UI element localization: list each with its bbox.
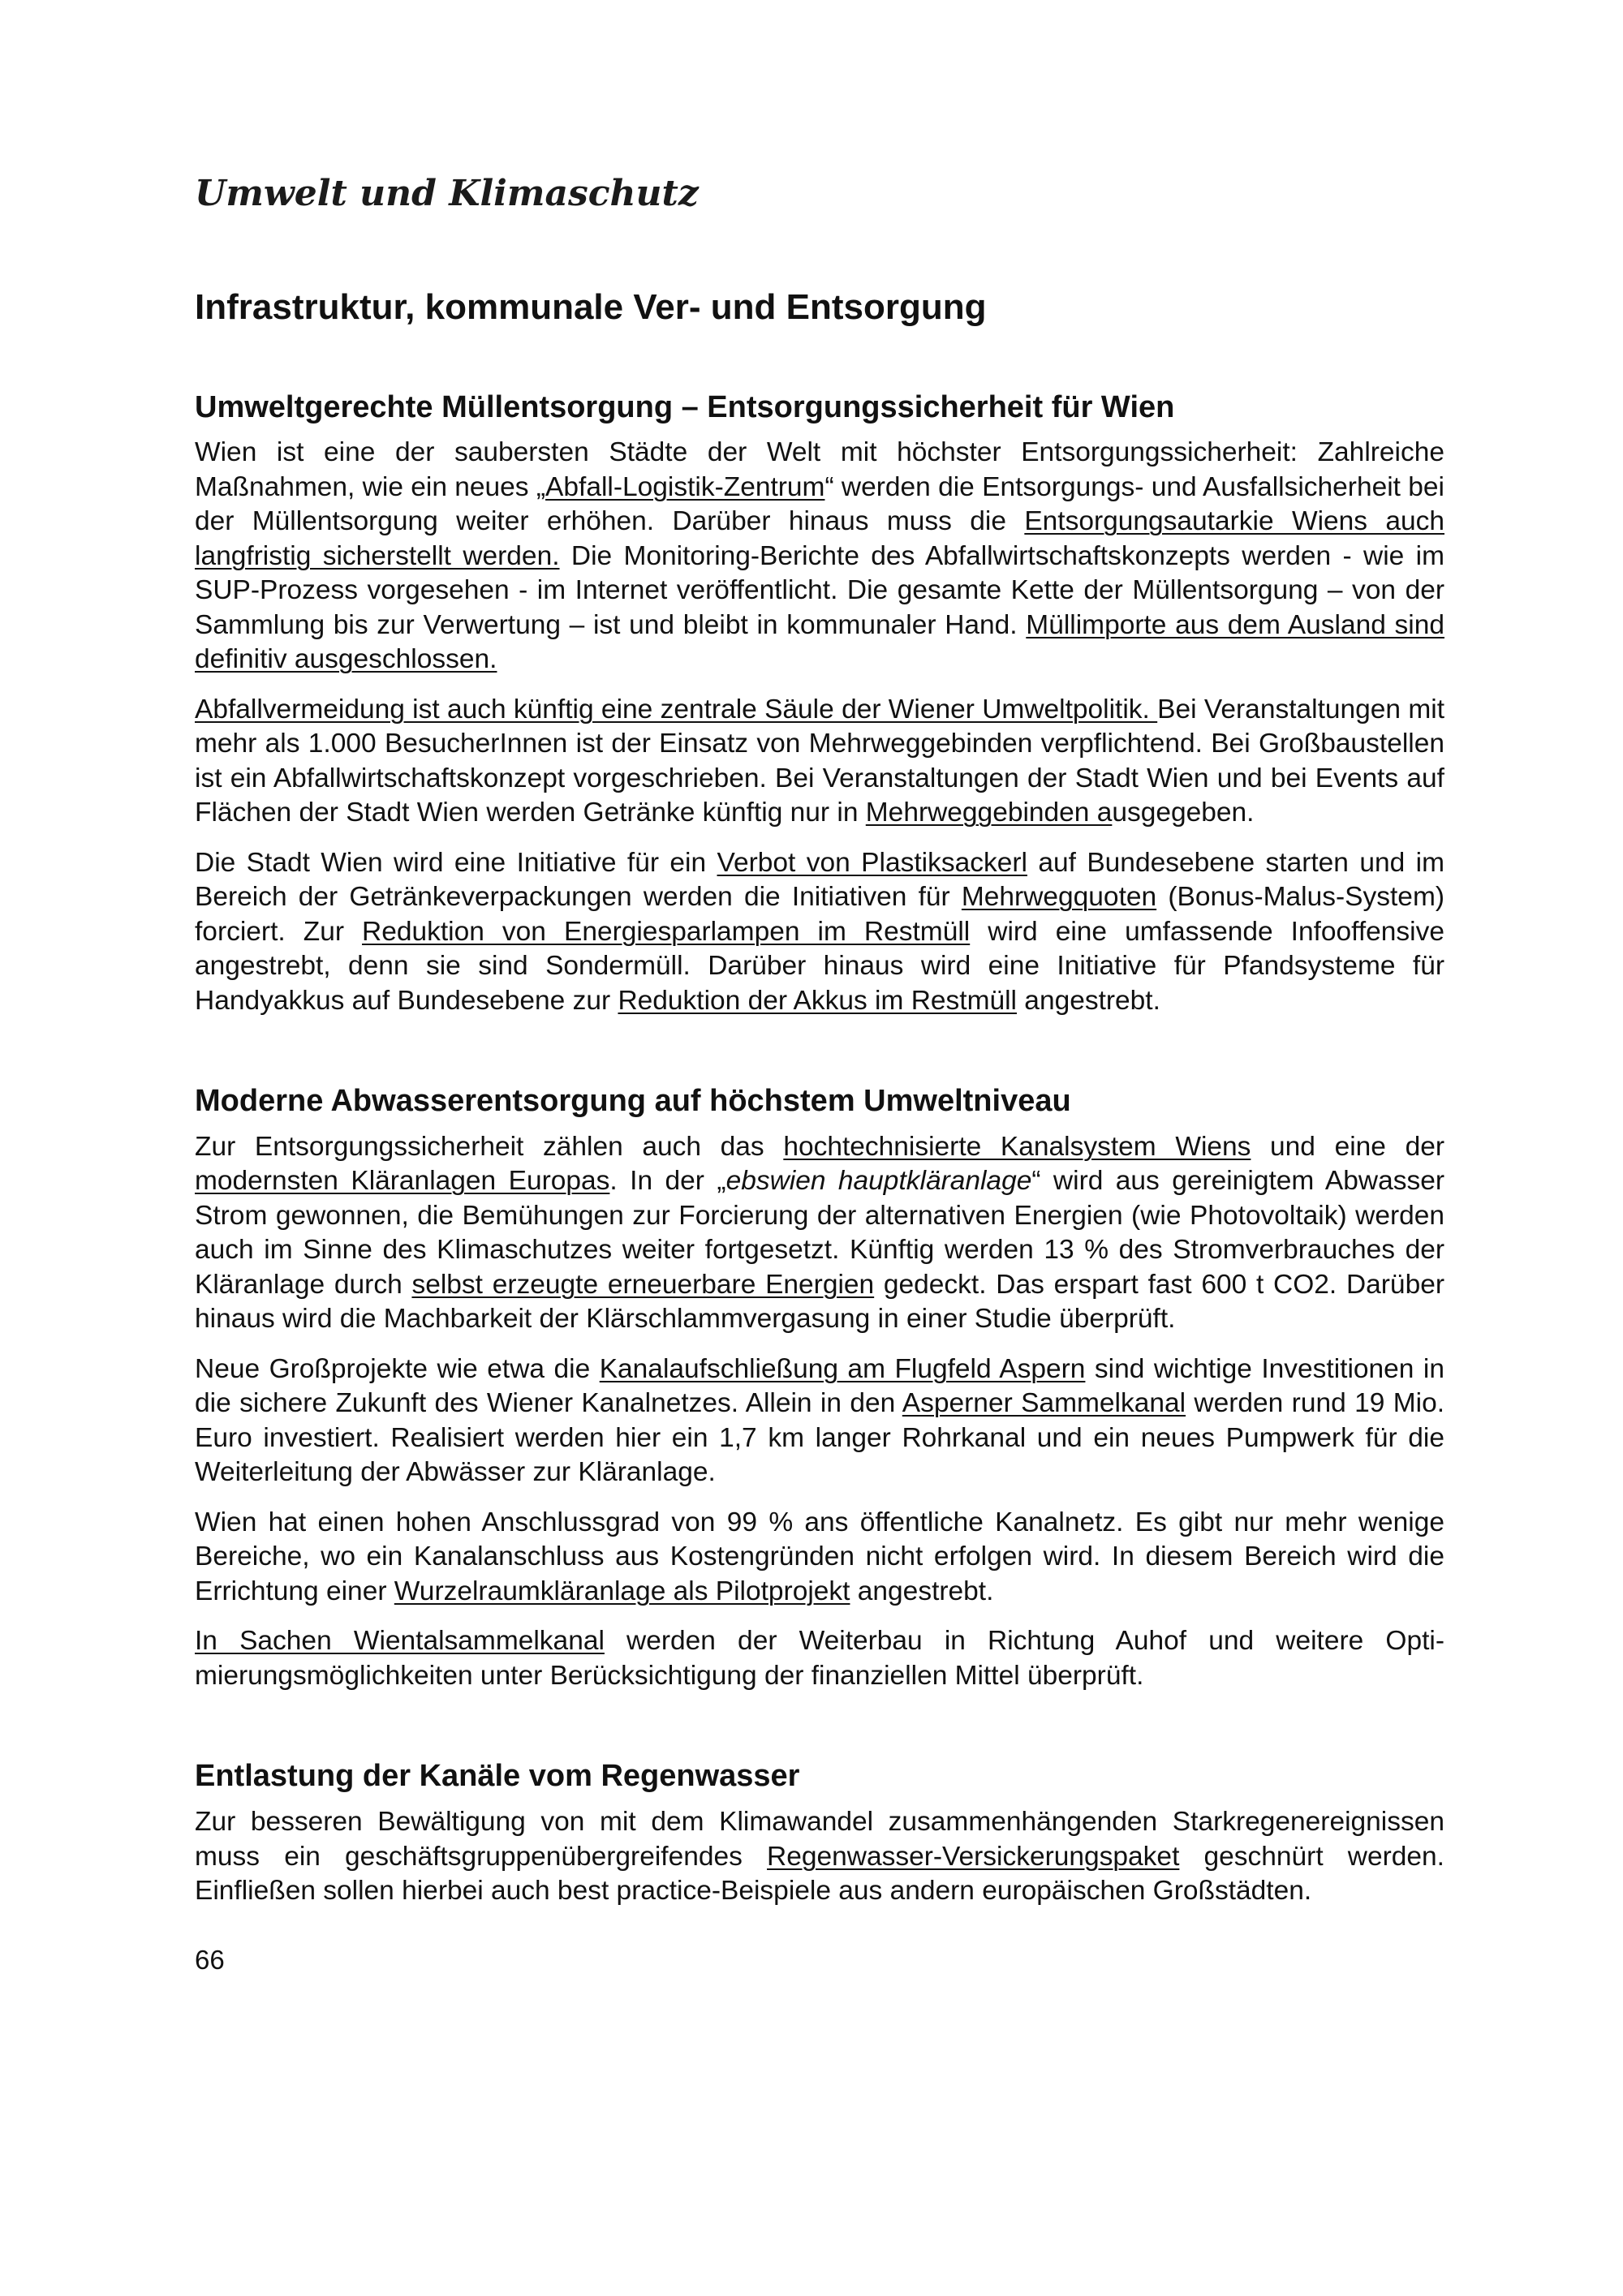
text-run: werden rund 19 Mio. Euro investiert. Realisiert werden hier ein 1,7 km langer Rohrkanal und ein neues Pumpwerk für die Weiterleitung der Abwässer zur Kläranlage.: [195, 1388, 1445, 1488]
chapter-title: Umwelt und Klimaschutz: [195, 173, 699, 214]
underlined-text: Verbot von Plastiksackerl: [717, 847, 1027, 878]
text-run: Bei Veranstaltungen mit mehr als 1.000 BesucherInnen ist der Einsatz von Mehrweggebinden verpflichtend. Bei Großbaustellen ist ein Abfallwirtschaftskonzept vorgeschrieben. Bei Veranstaltungen der Stadt Wien und bei Events auf Flächen der Stadt Wien werden Getränke künftig nur in: [195, 694, 1445, 828]
text-run: angestrebt.: [1017, 985, 1160, 1016]
underlined-text: selbst erzeugte erneuerbare Energien: [411, 1269, 875, 1300]
section-abwasserentsorgung: [195, 1083, 1444, 1693]
underlined-text: Mehrweggebinden a: [865, 798, 1113, 828]
text-run: Die Stadt Wien wird eine Initiative für ein: [195, 847, 717, 878]
section-muellentsorgung: [195, 389, 1444, 1019]
underlined-text: Reduktion der Akkus im Restmüll: [618, 985, 1017, 1016]
text-run: angestrebt.: [850, 1576, 994, 1606]
page-number: 66: [195, 1944, 225, 1975]
underlined-text: Entsorgungsautarkie Wiens auch langfristig sicherstellt werden.: [195, 506, 1445, 571]
text-run: usgegeben.: [1112, 798, 1255, 828]
paragraph: [195, 1130, 1444, 1337]
text-run: auf Bundesebene starten und im Bereich der Getränkeverpackungen werden die Initiativen für: [195, 847, 1444, 913]
text-run: Zur Entsorgungssicherheit zählen auch das: [195, 1131, 784, 1162]
text-run: . In der „: [609, 1166, 726, 1197]
text-run: “ wird aus gereinigtem Abwasser Strom gewonnen, die Bemühungen zur Forcierung der alternativen Energien (wie Photovoltaik) werden auch im Sinne des Klimaschutzes weiter fortgesetzt. Künftig werden 13 % des Stromverbrauches der Kläranlage durch: [195, 1166, 1444, 1300]
underlined-text: hochtechnisierte Kanalsystem Wiens: [783, 1131, 1251, 1162]
underlined-text: Abfallvermeidung ist auch künftig eine zentrale Säule der Wiener Umweltpolitik.: [195, 694, 1158, 724]
paragraph: [195, 1805, 1444, 1909]
text-run: gedeckt. Das erspart fast 600 t CO2. Darüber hinaus wird die Machbarkeit der Klärschlammvergasung in einer Studie überprüft.: [195, 1269, 1444, 1335]
paragraph: [195, 1352, 1444, 1490]
italic-text: ebswien hauptkläranlage: [725, 1166, 1032, 1197]
underlined-text: Abfall-Logistik-Zentrum: [545, 471, 825, 502]
text-run: sind wichtige Investitionen in die sichere Zukunft des Wiener Kanalnetzes. Allein in den: [195, 1353, 1444, 1419]
text-run: Wien hat einen hohen Anschlussgrad von 99 % ans öffentliche Kanalnetz. Es gibt nur mehr wenige Bereiche, wo ein Kanalanschluss aus Kostengründen nicht erfolgen wird. In diesem Bereich wird die Errichtung einer: [195, 1507, 1444, 1606]
text-run: werden der Weiterbau in Richtung Auhof und weitere Optimierungsmöglichkeiten unter Berücksichtigung der finanziellen Mittel überprüft.: [195, 1626, 1444, 1691]
underlined-text: Reduktion von Energiesparlampen im Restmüll: [362, 916, 971, 947]
subsection-heading: Umweltgerechte Müllentsorgung – Entsorgungssicherheit für Wien: [195, 389, 1175, 424]
underlined-text: Mehrwegquoten: [961, 882, 1157, 913]
underlined-text: Asperner Sammelkanal: [902, 1388, 1186, 1419]
subsection-heading: Entlastung der Kanäle vom Regenwasser: [195, 1759, 800, 1794]
paragraph: [195, 436, 1444, 677]
text-run: geschnürt werden. Einfließen sollen hierbei auch best practice-Beispiele aus andern europäischen Großstädten.: [195, 1841, 1444, 1907]
text-run: (Bonus-Malus-System) forciert. Zur: [195, 882, 1445, 947]
subsection-heading: Moderne Abwasserentsorgung auf höchstem Umweltniveau: [195, 1084, 1071, 1119]
paragraph: [195, 1506, 1444, 1610]
paragraph: [195, 693, 1444, 831]
text-run: Zur besseren Bewältigung von mit dem Klimawandel zusammenhängenden Starkregenereignissen muss ein geschäftsgruppenübergreifendes: [195, 1807, 1444, 1872]
underlined-text: Kanalaufschließung am Flugfeld Aspern: [599, 1353, 1086, 1384]
text-run: und eine der: [1251, 1131, 1444, 1162]
text-run: Die Monitoring-Berichte des Abfallwirtschaftskonzepts werden - wie im SUP-Prozess vorgesehen - im Internet veröffentlicht. Die gesamte Kette der Müllentsorgung – von der Sammlung bis zur Verwertung – ist und bleibt in kommunaler Hand.: [195, 540, 1444, 640]
text-run: “ werden die Entsorgungs- und Ausfallsicherheit bei der Müllentsorgung weiter erhöhen. Darüber hinaus muss die: [195, 471, 1444, 537]
underlined-text: Regenwasser-Versickerungspaket: [767, 1841, 1180, 1872]
section-regenwasser: [195, 1758, 1444, 1908]
underlined-text: Müllimporte aus dem Ausland sind definitiv ausgeschlossen.: [195, 609, 1444, 675]
paragraph: [195, 1624, 1444, 1693]
section-title: Infrastruktur, kommunale Ver- und Entsorgung: [195, 287, 987, 328]
underlined-text: modernsten Kläranlagen Europas: [195, 1166, 610, 1197]
text-run: Wien ist eine der saubersten Städte der Welt mit höchster Entsorgungssicherheit: Zahlreiche Maßnahmen, wie ein neues „: [195, 437, 1444, 502]
paragraph: [195, 846, 1444, 1019]
text-run: wird eine umfassende Infooffensive angestrebt, denn sie sind Sondermüll. Darüber hinaus wird eine Initiative für Pfandsysteme für Handyakkus auf Bundesebene zur: [195, 916, 1444, 1016]
underlined-text: Wurzelraumkläranlage als Pilotprojekt: [394, 1576, 850, 1606]
document-page: [195, 174, 1444, 1976]
text-run: Neue Großprojekte wie etwa die: [195, 1353, 600, 1384]
underlined-text: In Sachen Wientalsammelkanal: [195, 1626, 605, 1657]
